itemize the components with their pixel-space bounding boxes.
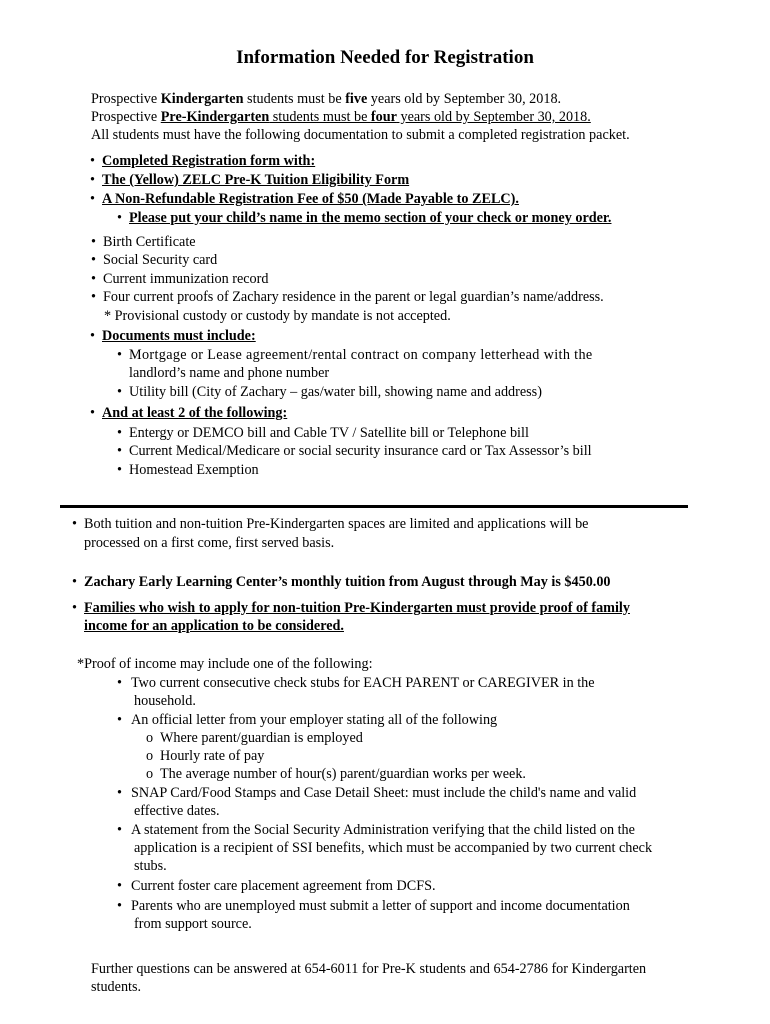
list-item: application is a recipient of SSI benefits, which must be accompanied by two current check — [134, 840, 653, 856]
list-item: • Social Security card — [91, 252, 218, 268]
list-item: • Birth Certificate — [91, 234, 196, 250]
section-divider — [60, 505, 688, 508]
intro-prekindergarten: Prospective Pre-Kindergarten students must be four years old by September 30, 2018. — [91, 109, 591, 125]
list-item: • Utility bill (City of Zachary – gas/water bill, showing name and address) — [117, 384, 542, 400]
tuition-note: • Zachary Early Learning Center’s monthly tuition from August through May is $450.00 — [72, 574, 611, 590]
list-item: • Four current proofs of Zachary residence in the parent or legal guardian’s name/address. — [91, 289, 604, 305]
list-item: • Completed Registration form with: — [90, 153, 316, 169]
intro-all-students: All students must have the following documentation to submit a completed registration packet. — [91, 127, 630, 143]
list-item: household. — [134, 693, 196, 709]
list-item: • Current Medical/Medicare or social security insurance card or Tax Assessor’s bill — [117, 443, 592, 459]
proof-heading: *Proof of income may include one of the following: — [77, 656, 373, 672]
list-item: o Where parent/guardian is employed — [146, 730, 363, 746]
documents-heading: • Documents must include: — [90, 328, 256, 344]
list-item: stubs. — [134, 858, 167, 874]
list-item: • Please put your child’s name in the memo section of your check or money order. — [117, 210, 612, 226]
non-tuition-note: • Families who wish to apply for non-tuition Pre-Kindergarten must provide proof of family — [72, 600, 630, 616]
list-item: • Parents who are unemployed must submit a letter of support and income documentation — [117, 898, 630, 914]
list-item: o Hourly rate of pay — [146, 748, 265, 764]
list-item: • Current immunization record — [91, 271, 269, 287]
non-tuition-note-cont: income for an application to be considered. — [84, 618, 344, 634]
custody-note: * Provisional custody or custody by mandate is not accepted. — [104, 308, 451, 324]
list-item: • Mortgage or Lease agreement/rental contract on company letterhead with the — [117, 347, 593, 363]
list-item: landlord’s name and phone number — [129, 365, 330, 381]
page-title: Information Needed for Registration — [236, 47, 534, 68]
footer-contact-cont: students. — [91, 979, 142, 995]
list-item: • Two current consecutive check stubs for EACH PARENT or CAREGIVER in the — [117, 675, 595, 691]
list-item: from support source. — [134, 916, 252, 932]
list-item: o The average number of hour(s) parent/guardian works per week. — [146, 766, 526, 782]
list-item: • An official letter from your employer stating all of the following — [117, 712, 498, 728]
limited-spaces-note: • Both tuition and non-tuition Pre-Kindergarten spaces are limited and applications will be — [72, 516, 589, 532]
limited-spaces-note-cont: processed on a first come, first served basis. — [84, 535, 335, 551]
list-item: • Current foster care placement agreement from DCFS. — [117, 878, 436, 894]
intro-kindergarten: Prospective Kindergarten students must be five years old by September 30, 2018. — [91, 91, 562, 107]
at-least-two-heading: • And at least 2 of the following: — [90, 405, 288, 421]
footer-contact: Further questions can be answered at 654-6011 for Pre-K students and 654-2786 for Kindergarten — [91, 961, 647, 977]
list-item: • A statement from the Social Security Administration verifying that the child listed on the — [117, 822, 635, 838]
list-item: effective dates. — [134, 803, 220, 819]
list-item: • Entergy or DEMCO bill and Cable TV / Satellite bill or Telephone bill — [117, 425, 529, 441]
list-item: • SNAP Card/Food Stamps and Case Detail Sheet: must include the child's name and valid — [117, 785, 637, 801]
list-item: • A Non-Refundable Registration Fee of $50 (Made Payable to ZELC). — [90, 191, 519, 207]
list-item: • Homestead Exemption — [117, 462, 259, 478]
list-item: • The (Yellow) ZELC Pre-K Tuition Eligibility Form — [90, 172, 410, 188]
